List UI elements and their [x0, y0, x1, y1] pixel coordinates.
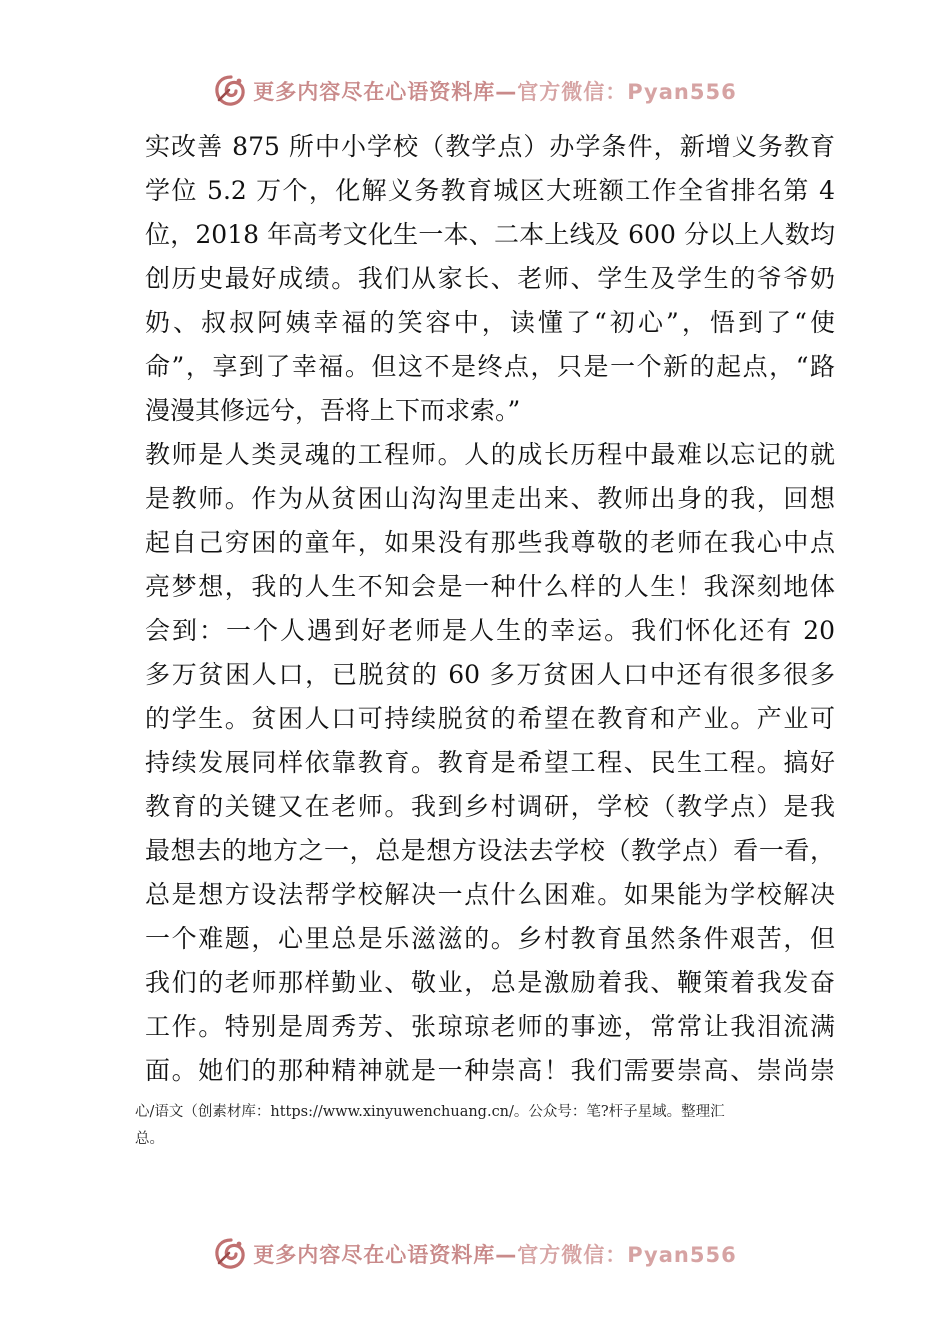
footer-line: 心/语文（创素材库：https://www.xinyuwenchuang.cn/。公众号：笔?杆子星域。整理汇 — [135, 1104, 725, 1120]
text-line: 命”，享到了幸福。但这不是终点，只是一个新的起点，“路 — [145, 352, 835, 381]
header-banner-inner — [213, 73, 736, 109]
text-line: 最想去的地方之一，总是想方设法去学校（教学点）看一看， — [145, 836, 835, 865]
text-line: 是教师。作为从贫困山沟沟里走出来、教师出身的我，回想 — [145, 484, 835, 513]
text-line: 工作。特别是周秀芳、张琼琼老师的事迹，常常让我泪流满 — [145, 1012, 835, 1041]
text-line: 学位 5.2 万个，化解义务教育城区大班额工作全省排名第 4 — [145, 176, 835, 205]
text-line: 持续发展同样依靠教育。教育是希望工程、民生工程。搞好 — [145, 748, 835, 777]
text-line: 奶、叔叔阿姨幸福的笑容中，读懂了“初心”，悟到了“使 — [145, 308, 835, 337]
text-line: 创历史最好成绩。我们从家长、老师、学生及学生的爷爷奶 — [145, 264, 835, 293]
text-line: 的学生。贫困人口可持续脱贫的希望在教育和产业。产业可 — [145, 704, 835, 733]
text-line: 一个难题，心里总是乐滋滋的。乡村教育虽然条件艰苦，但 — [145, 924, 835, 953]
text-line: 亮梦想，我的人生不知会是一种什么样的人生！我深刻地体 — [145, 572, 835, 601]
text-line: 总是想方设法帮学校解决一点什么困难。如果能为学校解决 — [145, 880, 835, 909]
banner-site-text: 更多内容尽在心语资料库— — [253, 80, 518, 104]
footer-line: 总。 — [135, 1131, 164, 1147]
text-line: 会到：一个人遇到好老师是人生的幸运。我们怀化还有 20 — [145, 616, 835, 645]
header-banner — [0, 66, 950, 116]
banner-wechat-text: 官方微信：Pyan556 — [517, 80, 737, 104]
text-line: 多万贫困人口，已脱贫的 60 多万贫困人口中还有很多很多 — [145, 660, 835, 689]
banner-site-text: 更多内容尽在心语资料库— — [253, 1243, 518, 1267]
text-line: 教师是人类灵魂的工程师。人的成长历程中最难以忘记的就 — [145, 440, 835, 469]
text-line: 漫漫其修远兮，吾将上下而求索。” — [145, 396, 521, 425]
text-line: 起自己穷困的童年，如果没有那些我尊敬的老师在我心中点 — [145, 528, 835, 557]
footer-banner-inner — [213, 1236, 736, 1272]
text-line: 教育的关键又在老师。我到乡村调研，学校（教学点）是我 — [145, 792, 835, 821]
header-banner-text — [253, 76, 736, 106]
banner-wechat-text: 官方微信：Pyan556 — [517, 1243, 737, 1267]
text-line: 位，2018 年高考文化生一本、二本上线及 600 分以上人数均 — [145, 220, 835, 249]
brush-swirl-logo-icon — [213, 1236, 249, 1272]
source-footer — [135, 1099, 825, 1153]
brush-swirl-logo-icon — [213, 73, 249, 109]
document-body — [145, 125, 835, 1093]
text-line: 面。她们的那种精神就是一种崇高！我们需要崇高、崇尚崇 — [145, 1056, 835, 1085]
text-line: 我们的老师那样勤业、敬业，总是激励着我、鞭策着我发奋 — [145, 968, 835, 997]
text-line: 实改善 875 所中小学校（教学点）办学条件，新增义务教育 — [145, 132, 835, 161]
footer-banner-text — [253, 1239, 736, 1269]
footer-banner — [0, 1229, 950, 1279]
